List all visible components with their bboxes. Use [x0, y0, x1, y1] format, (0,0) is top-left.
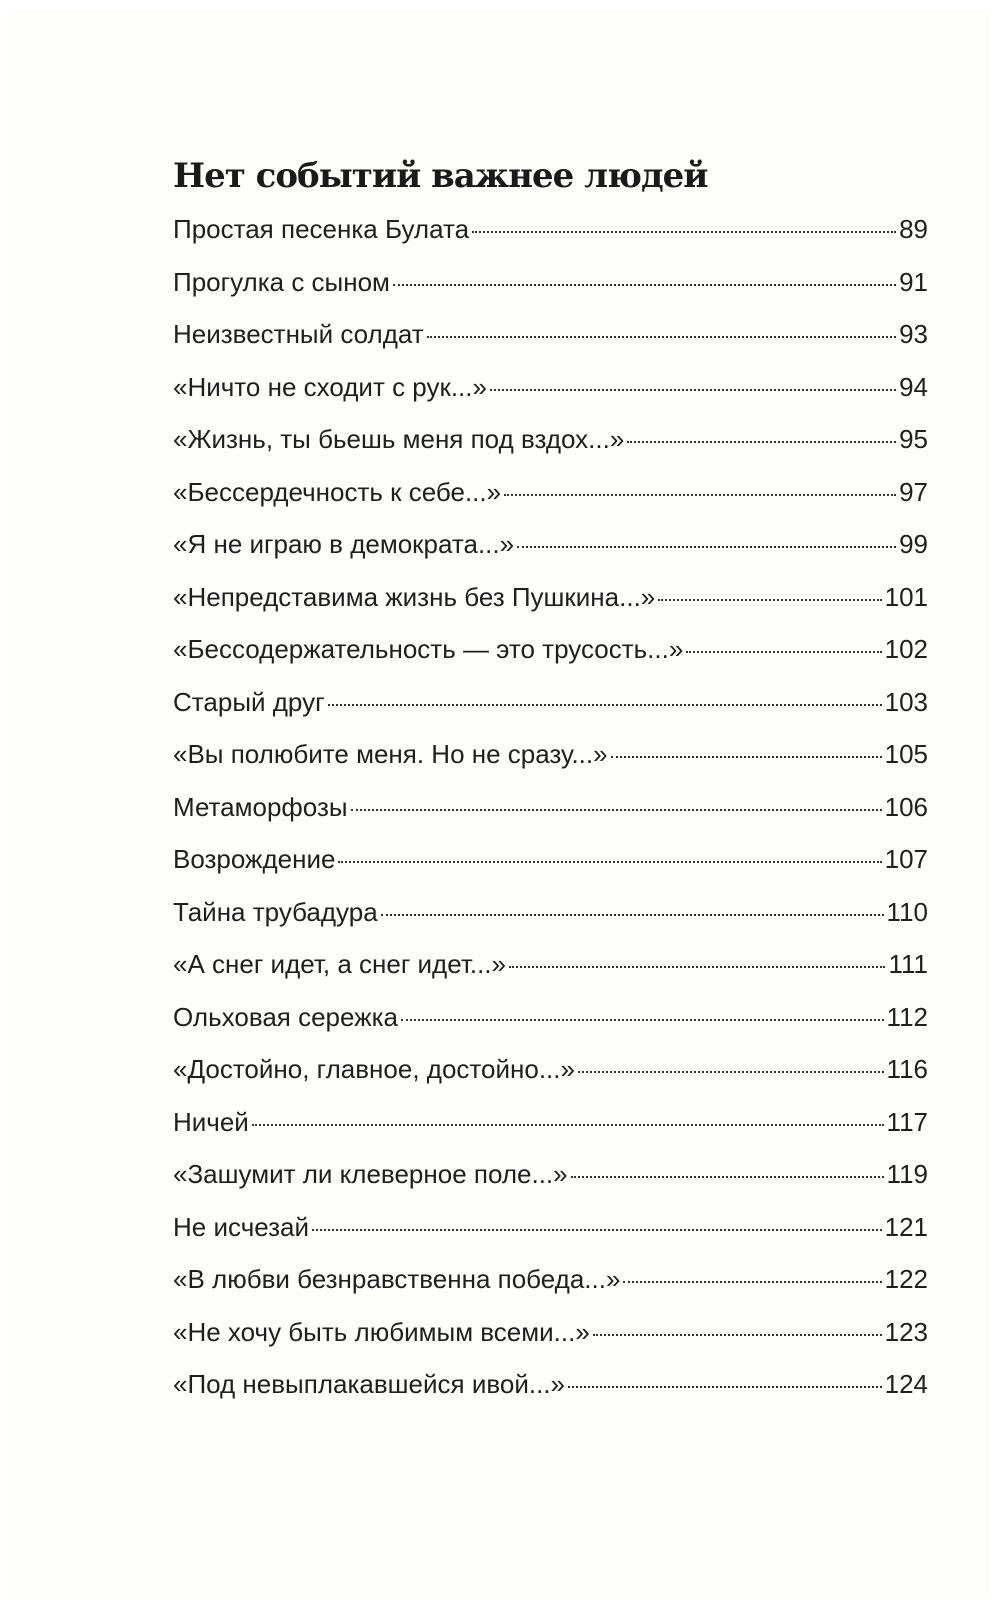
toc-entry-title: «Жизнь, ты бьешь меня под вздох...» — [173, 424, 625, 454]
toc-entry-title: «Вы полюбите меня. Но не сразу...» — [173, 739, 608, 769]
toc-entry-title: Возрождение — [173, 844, 336, 874]
toc-entry-page-number: 110 — [886, 896, 928, 927]
toc-entry-page-number: 121 — [884, 1211, 928, 1242]
toc-entry-title: «Достойно, главное, достойно...» — [173, 1054, 575, 1084]
toc-entry — [173, 1107, 928, 1160]
toc-entry-page-number: 106 — [884, 791, 928, 822]
dot-leader — [686, 651, 881, 653]
toc-entry — [173, 1264, 928, 1317]
toc-entry-title: Прогулка с сыном — [173, 266, 390, 297]
toc-entry — [173, 844, 928, 897]
dot-leader — [504, 494, 896, 496]
toc-entry-title: «Не хочу быть любимым всеми...» — [173, 1316, 590, 1347]
toc-entry-page-number: 105 — [884, 739, 928, 769]
toc-entry-title: «Бессодержательность — это трусость...» — [173, 634, 684, 664]
dot-leader — [578, 1071, 884, 1073]
toc-entry-title: «Непредставима жизнь без Пушкина...» — [173, 581, 656, 612]
toc-entry-page-number: 101 — [884, 581, 928, 612]
toc-entry — [173, 897, 928, 950]
toc-entry-page-number: 94 — [899, 371, 928, 402]
toc-entry — [173, 739, 928, 792]
toc-entry-page-number: 107 — [884, 844, 928, 874]
toc-entry-title: Ольховая сережка — [173, 1001, 398, 1032]
toc-entry-page-number: 97 — [899, 476, 928, 507]
dot-leader — [623, 1281, 881, 1283]
toc-entry-title: «Зашумит ли клеверное поле...» — [173, 1159, 568, 1189]
dot-leader — [427, 336, 896, 338]
toc-entry-title: Старый друг — [173, 686, 325, 717]
toc-entry — [173, 477, 928, 530]
toc-entry-page-number: 93 — [899, 319, 928, 349]
dot-leader — [658, 599, 881, 601]
toc-entry-page-number: 124 — [884, 1369, 928, 1399]
toc-entry-title: Неизвестный солдат — [173, 319, 424, 349]
dot-leader — [568, 1386, 882, 1388]
dot-leader — [472, 231, 896, 233]
toc-entry-page-number: 99 — [899, 529, 928, 559]
toc-entry — [173, 582, 928, 635]
dot-leader — [509, 966, 885, 968]
book-page — [8, 10, 990, 1600]
toc-entry-page-number: 95 — [899, 424, 928, 454]
toc-entry — [173, 1317, 928, 1370]
toc-entry — [173, 214, 928, 267]
toc-entry — [173, 1054, 928, 1107]
toc-entry — [173, 424, 928, 477]
dot-leader — [252, 1124, 884, 1126]
toc-entry — [173, 949, 928, 1002]
toc-entry — [173, 372, 928, 425]
toc-entry — [173, 1212, 928, 1265]
toc-entry — [173, 634, 928, 687]
toc-entry-page-number: 111 — [888, 949, 928, 979]
toc-entry-page-number: 119 — [886, 1159, 928, 1189]
toc-entry-page-number: 102 — [884, 634, 928, 664]
dot-leader — [571, 1176, 884, 1178]
toc-entry — [173, 1159, 928, 1212]
toc-entry-title: Ничей — [173, 1106, 249, 1137]
toc-entry — [173, 319, 928, 372]
toc-entry — [173, 687, 928, 740]
dot-leader — [338, 861, 881, 863]
toc-entry-title: Тайна трубадура — [173, 896, 378, 927]
dot-leader — [490, 389, 896, 391]
toc-entry-page-number: 116 — [886, 1054, 928, 1084]
toc-entry-title: «А снег идет, а снег идет...» — [173, 949, 506, 979]
toc-entry-title: Не исчезай — [173, 1211, 310, 1242]
dot-leader — [611, 756, 882, 758]
toc-entry-page-number: 112 — [886, 1001, 928, 1032]
toc-entry — [173, 792, 928, 845]
toc-entry-page-number: 89 — [899, 214, 928, 244]
toc-entry-title: «Ничто не сходит с рук...» — [173, 371, 487, 402]
toc-entry — [173, 1002, 928, 1055]
toc-entry-page-number: 103 — [884, 686, 928, 717]
table-of-contents — [173, 150, 928, 1422]
toc-entry-page-number: 123 — [884, 1316, 928, 1347]
section-title: Нет событий важнее людей — [173, 156, 708, 196]
toc-entry-title: «В любви безнравственна победа...» — [173, 1264, 621, 1294]
toc-entry-page-number: 122 — [884, 1264, 928, 1294]
toc-entry-title: «Я не играю в демократа...» — [173, 529, 515, 559]
toc-entry-title: Простая песенка Булата — [173, 214, 470, 244]
toc-entry-title: «Под невыплакавшейся ивой...» — [173, 1369, 565, 1399]
dot-leader — [593, 1334, 882, 1336]
dot-leader — [328, 704, 882, 706]
toc-entry — [173, 529, 928, 582]
dot-leader — [381, 914, 884, 916]
toc-entry-title: Метаморфозы — [173, 791, 348, 822]
dot-leader — [351, 809, 882, 811]
toc-entry — [173, 267, 928, 320]
toc-entry-page-number: 91 — [899, 266, 928, 297]
toc-entry — [173, 1369, 928, 1422]
toc-entries-list — [173, 214, 928, 1422]
dot-leader — [517, 546, 896, 548]
toc-entry-page-number: 117 — [886, 1106, 928, 1137]
toc-entry-title: «Бессердечность к себе...» — [173, 476, 502, 507]
dot-leader — [401, 1019, 884, 1021]
dot-leader — [627, 441, 896, 443]
dot-leader — [393, 284, 896, 286]
dot-leader — [312, 1229, 882, 1231]
